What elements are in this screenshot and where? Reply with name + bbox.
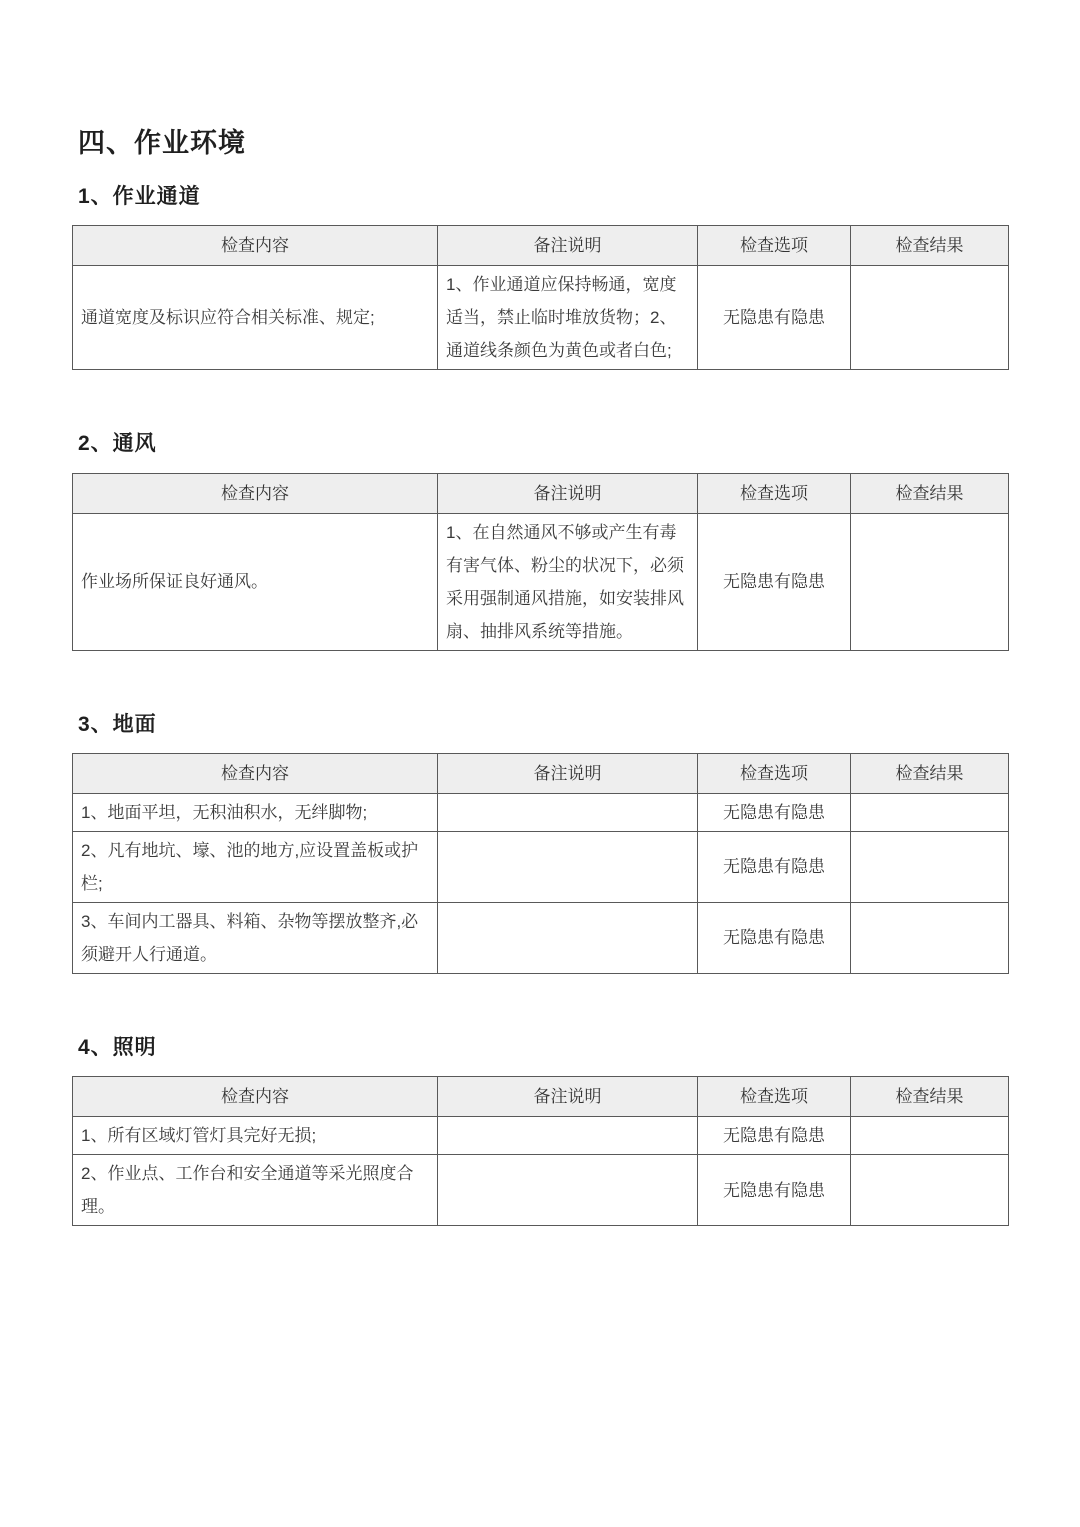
options-cell: 无隐患有隐患	[698, 513, 851, 650]
note-cell: 1、作业通道应保持畅通，宽度适当，禁止临时堆放货物；2、通道线条颜色为黄色或者白色;	[438, 266, 698, 370]
column-header-result: 检查结果	[851, 473, 1009, 513]
content-cell: 1、所有区域灯管灯具完好无损;	[73, 1117, 438, 1155]
column-header-note: 备注说明	[438, 226, 698, 266]
content-cell: 作业场所保证良好通风。	[73, 513, 438, 650]
section-heading-ventilation: 2、通风	[78, 432, 157, 456]
section-heading-work-passage: 1、作业通道	[78, 185, 201, 209]
column-header-options: 检查选项	[698, 473, 851, 513]
options-cell: 无隐患有隐患	[698, 831, 851, 902]
checklist-table-work-passage	[72, 225, 1009, 370]
note-cell	[438, 1117, 698, 1155]
column-header-content: 检查内容	[73, 753, 438, 793]
result-cell	[851, 266, 1009, 370]
column-header-note: 备注说明	[438, 753, 698, 793]
checklist-table-floor	[72, 753, 1009, 974]
column-header-options: 检查选项	[698, 753, 851, 793]
table-header-row	[73, 1077, 1009, 1117]
note-cell	[438, 1155, 698, 1226]
content-cell: 3、车间内工器具、料箱、杂物等摆放整齐,必须避开人行通道。	[73, 902, 438, 973]
column-header-content: 检查内容	[73, 473, 438, 513]
column-header-options: 检查选项	[698, 226, 851, 266]
section-heading-floor: 3、地面	[78, 712, 157, 736]
section-heading-lighting: 4、照明	[78, 1035, 157, 1059]
options-cell: 无隐患有隐患	[698, 902, 851, 973]
column-header-result: 检查结果	[851, 753, 1009, 793]
table-header-row	[73, 753, 1009, 793]
options-cell: 无隐患有隐患	[698, 1155, 851, 1226]
table-row	[73, 1155, 1009, 1226]
options-cell: 无隐患有隐患	[698, 266, 851, 370]
page-title: 四、作业环境	[78, 128, 246, 158]
column-header-note: 备注说明	[438, 473, 698, 513]
column-header-content: 检查内容	[73, 1077, 438, 1117]
note-cell	[438, 902, 698, 973]
column-header-options: 检查选项	[698, 1077, 851, 1117]
note-cell	[438, 793, 698, 831]
result-cell	[851, 902, 1009, 973]
table-row	[73, 513, 1009, 650]
note-cell: 1、在自然通风不够或产生有毒有害气体、粉尘的状况下，必须采用强制通风措施，如安装排风扇、抽排风系统等措施。	[438, 513, 698, 650]
content-cell: 1、地面平坦，无积油积水，无绊脚物;	[73, 793, 438, 831]
content-cell: 2、凡有地坑、壕、池的地方,应设置盖板或护栏;	[73, 831, 438, 902]
column-header-result: 检查结果	[851, 226, 1009, 266]
table-header-row	[73, 226, 1009, 266]
column-header-content: 检查内容	[73, 226, 438, 266]
result-cell	[851, 1155, 1009, 1226]
checklist-table-ventilation	[72, 473, 1009, 651]
checklist-table-lighting	[72, 1076, 1009, 1226]
table-row	[73, 1117, 1009, 1155]
result-cell	[851, 1117, 1009, 1155]
content-cell: 通道宽度及标识应符合相关标准、规定;	[73, 266, 438, 370]
options-cell: 无隐患有隐患	[698, 1117, 851, 1155]
options-cell: 无隐患有隐患	[698, 793, 851, 831]
content-cell: 2、作业点、工作台和安全通道等采光照度合理。	[73, 1155, 438, 1226]
table-header-row	[73, 473, 1009, 513]
result-cell	[851, 831, 1009, 902]
column-header-note: 备注说明	[438, 1077, 698, 1117]
column-header-result: 检查结果	[851, 1077, 1009, 1117]
table-row	[73, 831, 1009, 902]
result-cell	[851, 513, 1009, 650]
table-row	[73, 266, 1009, 370]
note-cell	[438, 831, 698, 902]
result-cell	[851, 793, 1009, 831]
table-row	[73, 793, 1009, 831]
table-row	[73, 902, 1009, 973]
